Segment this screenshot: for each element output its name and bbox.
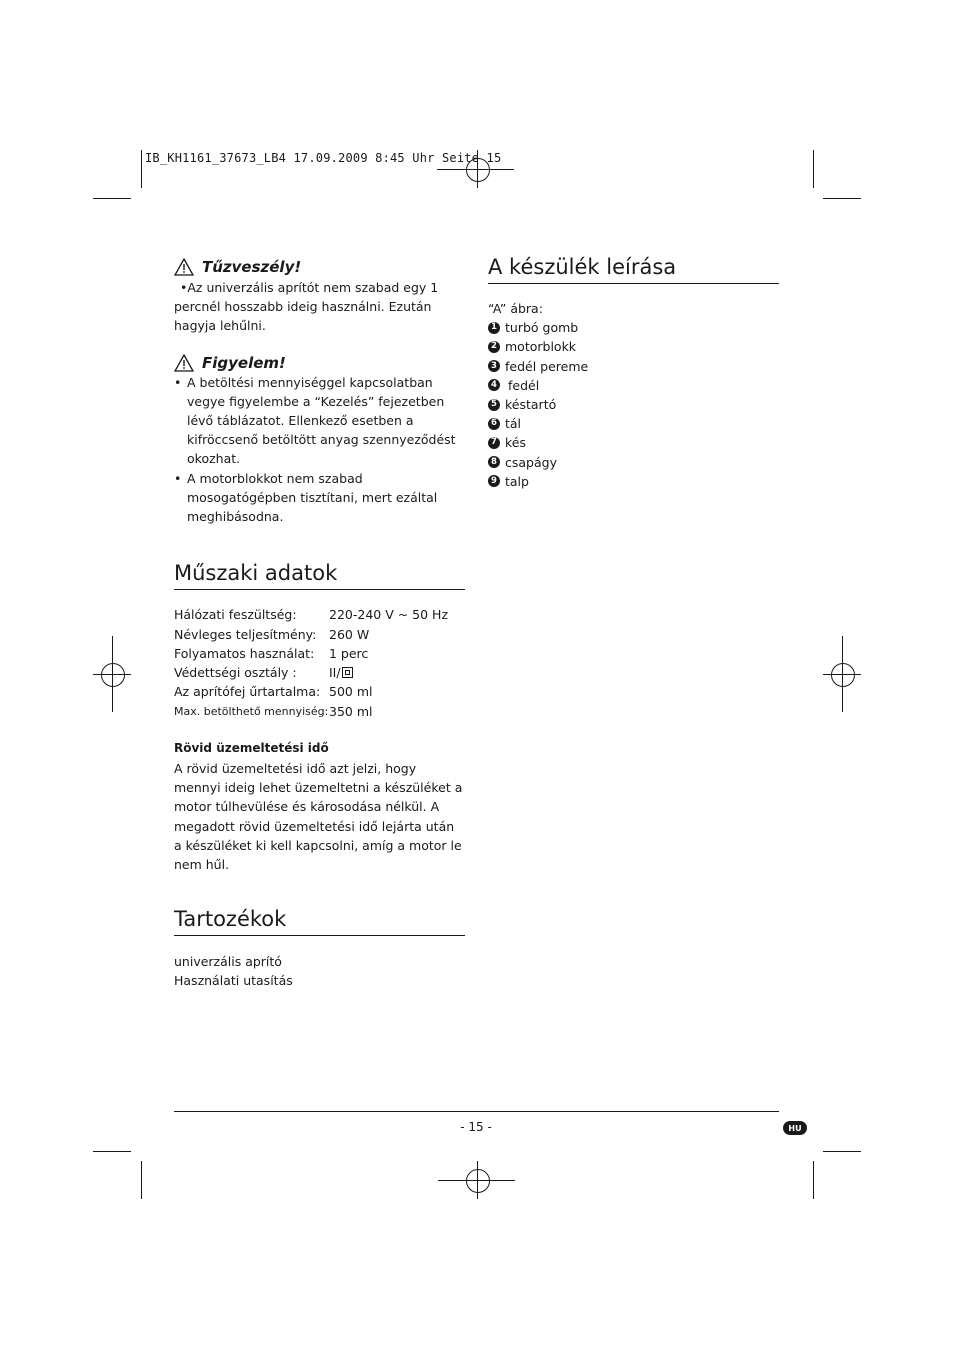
protection-class-icon xyxy=(342,667,353,678)
figure-label: “A” ábra: xyxy=(488,301,543,316)
registration-mark xyxy=(831,663,855,687)
parts-list xyxy=(488,318,779,491)
registration-mark xyxy=(101,663,125,687)
section-heading-accessories: Tartozékok xyxy=(174,906,465,936)
table-row: Folyamatos használat: 1 perc xyxy=(174,645,369,661)
table-row: Védettségi osztály : II/ xyxy=(174,663,465,682)
list-item: • A betöltési mennyiséggel kapcsolatban vegye figyelembe a “Kezelés” fejezetben lévő táblázatot. Ellenkező esetben a kifröccsenő betöltött anyag szennyeződést okozhat. xyxy=(174,373,465,469)
crop-mark xyxy=(823,198,861,199)
number-badge: 9 xyxy=(488,475,500,487)
number-badge: 8 xyxy=(488,456,500,468)
slug-underline xyxy=(437,169,514,170)
warning-triangle-icon xyxy=(174,258,194,276)
number-badge: 4 xyxy=(488,379,500,391)
right-column xyxy=(488,254,779,491)
table-row: Névleges teljesítmény: 260 W xyxy=(174,626,370,642)
fire-warning: Tűzveszély! •Az univerzális aprítót nem szabad egy 1 percnél hosszabb ideig használni. Ezután hagyja lehűlni. xyxy=(174,258,439,334)
warning-triangle-icon xyxy=(174,354,194,372)
crop-mark xyxy=(93,198,131,199)
crop-mark xyxy=(813,1161,814,1199)
table-row: Az aprítófej űrtartalma: 500 ml xyxy=(174,684,373,700)
warning-text: Az univerzális aprítót nem szabad egy 1 percnél hosszabb ideig használni. Ezután hagyja lehűlni. xyxy=(174,280,439,334)
section-heading-specs: Műszaki adatok xyxy=(174,560,465,590)
list-item: 6 tál xyxy=(488,414,779,433)
crop-mark xyxy=(141,150,142,188)
left-column xyxy=(174,258,465,991)
list-item: 3 fedél pereme xyxy=(488,357,779,376)
spec-table xyxy=(174,605,465,721)
crop-mark xyxy=(823,1151,861,1152)
list-item: Használati utasítás xyxy=(174,973,293,989)
list-item: • A motorblokkot nem szabad mosogatógépben tisztítani, mert ezáltal meghibásodna. xyxy=(174,469,465,527)
list-item: 1 turbó gomb xyxy=(488,318,779,337)
table-row: Max. betölthető mennyiség: 350 ml xyxy=(174,703,373,719)
number-badge: 7 xyxy=(488,437,500,449)
attention-warning xyxy=(174,354,465,527)
number-badge: 2 xyxy=(488,341,500,353)
list-item: 8 csapágy xyxy=(488,453,779,472)
short-operation-text: A rövid üzemeltetési idő azt jelzi, hogy mennyi ideig lehet üzemeltetni a készüléket a motor túlhevülése és károsodása nélkül. A megadott rövid üzemeltetési idő lejárta után a készüléket ki kell kapcsolni, amíg a motor le nem hűl. xyxy=(174,761,463,873)
list-item: 5 késtartó xyxy=(488,395,779,414)
accessories-list xyxy=(174,952,465,990)
number-badge: 1 xyxy=(488,322,500,334)
print-slug: IB_KH1161_37673_LB4 17.09.2009 8:45 Uhr Seite 15 xyxy=(145,151,502,165)
number-badge: 6 xyxy=(488,418,500,430)
list-item: univerzális aprító xyxy=(174,954,282,970)
crop-mark xyxy=(93,1151,131,1152)
page-number: - 15 - xyxy=(460,1120,492,1134)
crop-mark xyxy=(141,1161,142,1199)
registration-mark xyxy=(466,1169,490,1193)
language-badge: HU xyxy=(783,1121,807,1135)
number-badge: 5 xyxy=(488,399,500,411)
list-item: 2 motorblokk xyxy=(488,337,779,356)
list-item: 9 talp xyxy=(488,472,779,491)
crop-mark xyxy=(813,150,814,188)
warning-title: Figyelem! xyxy=(202,353,286,372)
number-badge: 3 xyxy=(488,360,500,372)
list-item: 7 kés xyxy=(488,433,779,452)
short-operation-title: Rövid üzemeltetési idő xyxy=(174,741,329,756)
warning-title: Tűzveszély! xyxy=(202,258,302,276)
list-item: 4 fedél xyxy=(488,376,779,395)
section-heading-description: A készülék leírása xyxy=(488,254,779,284)
footer-rule xyxy=(174,1111,779,1112)
table-row: Hálózati feszültség: 220-240 V ~ 50 Hz xyxy=(174,607,449,623)
